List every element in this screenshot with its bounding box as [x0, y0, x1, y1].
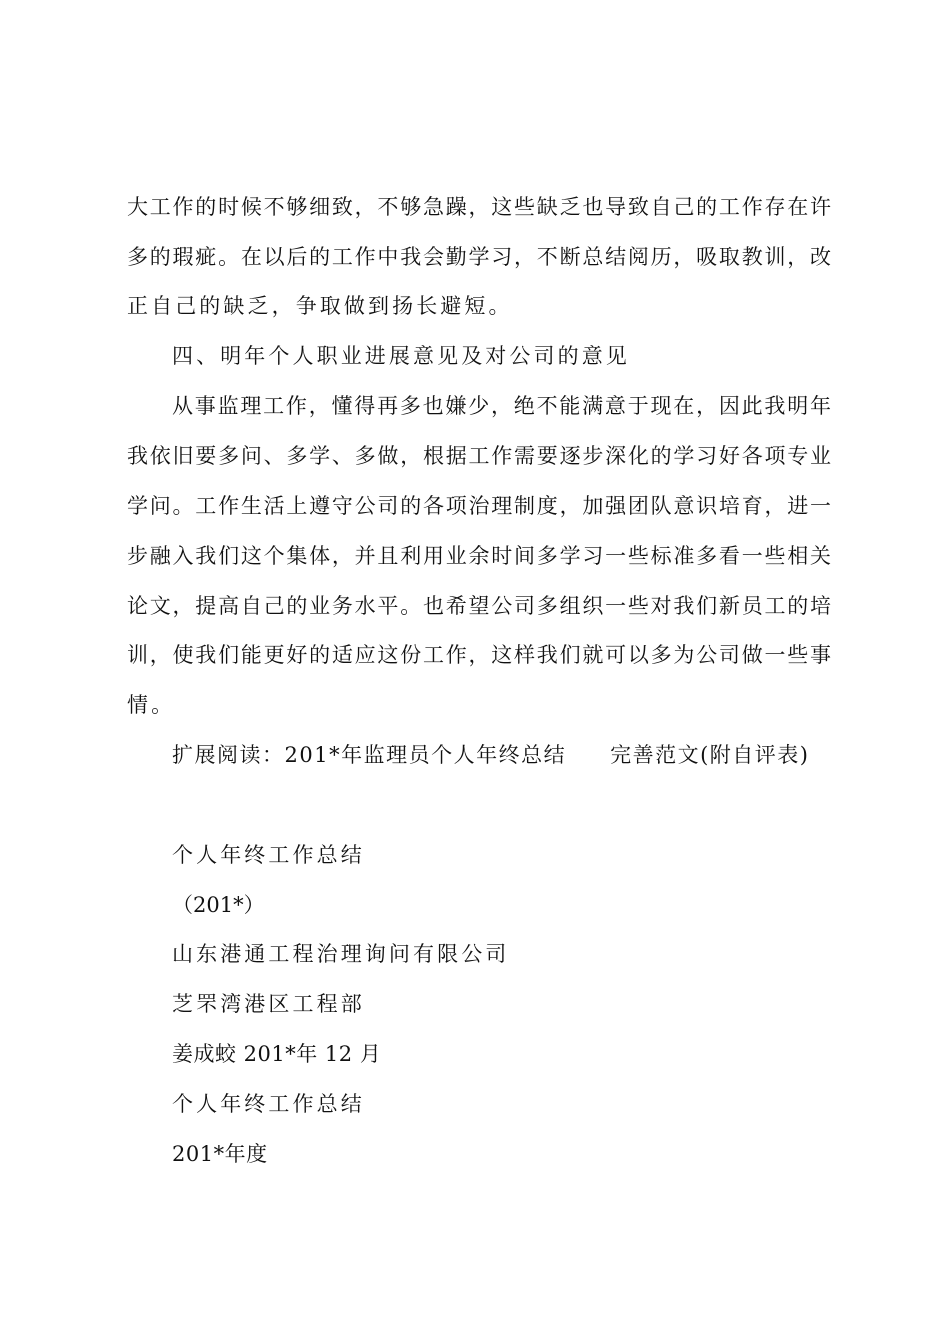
paragraph-line: 多的瑕疵。在以后的工作中我会勤学习，不断总结阅历，吸取教训，改	[127, 245, 831, 269]
paragraph-line: 学问。工作生活上遵守公司的各项治理制度，加强团队意识培育，进一	[127, 494, 831, 518]
paragraph-line: 正自己的缺乏，争取做到扬长避短。	[127, 294, 513, 318]
cover-department: 芝罘湾港区工程部	[172, 992, 365, 1016]
cover-title-2: 个人年终工作总结	[172, 1092, 365, 1116]
paragraph-line: 大工作的时候不够细致，不够急躁，这些缺乏也导致自己的工作存在许	[127, 195, 831, 219]
cover-title: 个人年终工作总结	[172, 843, 365, 867]
cover-author-date: 姜成蛟 201*年 12 月	[172, 1042, 382, 1066]
extended-reading	[172, 741, 809, 769]
paragraph-line: 步融入我们这个集体，并且利用业余时间多学习一些标准多看一些相关	[127, 544, 831, 568]
paragraph-line: 我依旧要多问、多学、多做，根据工作需要逐步深化的学习好各项专业	[127, 444, 831, 468]
extended-reading-title: 扩展阅读：201*年监理员个人年终总结	[172, 743, 567, 767]
paragraph-line: 情。	[127, 693, 176, 717]
paragraph-line: 训，使我们能更好的适应这份工作，这样我们就可以多为公司做一些事	[127, 643, 831, 667]
cover-company: 山东港通工程治理询问有限公司	[172, 942, 510, 966]
paragraph-line: 论文，提高自己的业务水平。也希望公司多组织一些对我们新员工的培	[127, 594, 831, 618]
extended-reading-subtitle: 完善范文(附自评表)	[610, 743, 810, 767]
paragraph-line: 从事监理工作，懂得再多也嫌少，绝不能满意于现在，因此我明年	[172, 394, 831, 418]
section-heading: 四、明年个人职业进展意见及对公司的意见	[172, 344, 630, 368]
cover-period: 201*年度	[172, 1142, 268, 1166]
cover-year: （201*）	[172, 893, 265, 917]
